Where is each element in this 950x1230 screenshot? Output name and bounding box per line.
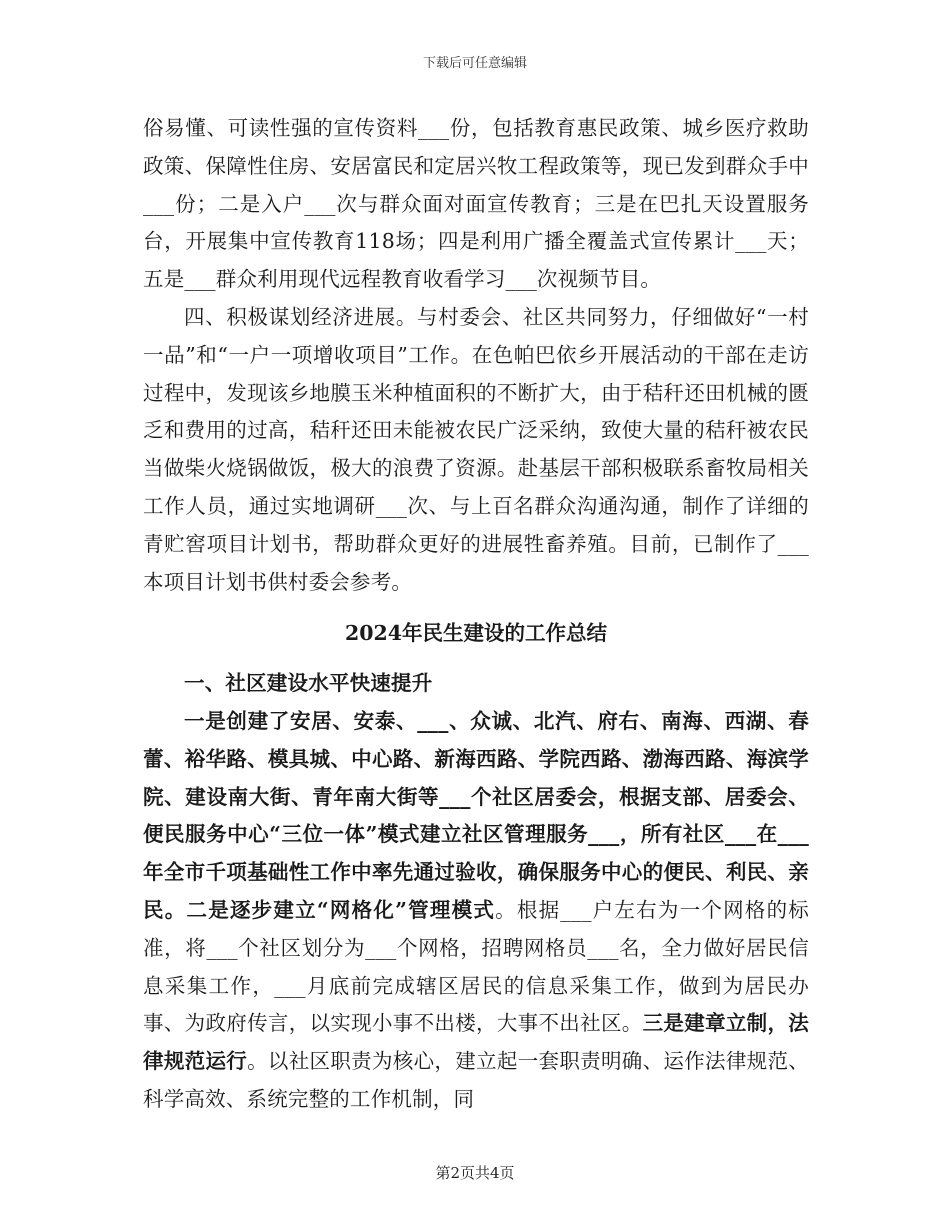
paragraph-3-bold-2: 三是建章立制，法律规范运行 (143, 1011, 809, 1074)
paragraph-3-text-1: 。根据___户左右为一个网格的标准，将___个社区划分为___个网格，招聘网格员___名，全力做好居民信息采集工作，___月底前完成辖区居民的信息采集工作，做到为居民办事、为政府传言，以实现小事不出楼，大事不出社区。 (143, 897, 810, 1036)
paragraph-3 (143, 703, 809, 1119)
paragraph-3-bold-lead: 一是创建了安居、安泰、___、众诚、北汽、府右、南海、西湖、春蕾、裕华路、模具城、中心路、新海西路、学院西路、渤海西路、海滨学院、建设南大街、青年南大街等___个社区居委会，根据支部、居委会、便民服务中心“三位一体”模式建立社区管理服务___，所有社区___在___年全市千项基础性工作中率先通过验收，确保服务中心的便民、利民、亲民。二是逐步建立“网格化”管理模式 (143, 708, 809, 922)
document-title: 2024年民生建设的工作总结 (344, 621, 608, 646)
page-header-note: 下载后可任意编辑 (422, 56, 527, 71)
section-heading-1: 一、社区建设水平快速提升 (184, 671, 433, 696)
document-body (143, 110, 809, 1119)
paragraph-1: 俗易懂、可读性强的宣传资料___份，包括教育惠民政策、城乡医疗救助政策、保障性住房、安居富民和定居兴牧工程政策等，现已发到群众手中___份；二是入户___次与群众面对面宣传教育；三是在巴扎天设置服务台，开展集中宣传教育118场；四是利用广播全覆盖式宣传累计___天；五是___群众利用现代远程教育收看学习___次视频节目。 (143, 116, 809, 292)
paragraph-2: 四、积极谋划经济进展。与村委会、社区共同努力，仔细做好“一村一品”和“一户一项增收项目”工作。在色帕巴依乡开展活动的干部在走访过程中，发现该乡地膜玉米种植面积的不断扩大，由于秸秆还田机械的匮乏和费用的过高，秸秆还田未能被农民广泛采纳，致使大量的秸秆被农民当做柴火烧锅做饭，极大的浪费了资源。赴基层干部积极联系畜牧局相关工作人员，通过实地调研___次、与上百名群众沟通沟通，制作了详细的青贮窖项目计划书，帮助群众更好的进展牲畜养殖。目前，已制作了___本项目计划书供村委会参考。 (143, 304, 809, 594)
paragraph-3-text-2: 。以社区职责为核心，建立起一套职责明确、运作法律规范、科学高效、系统完整的工作机制，同 (143, 1049, 810, 1111)
page-footer: 第2页共4页 (435, 1164, 515, 1182)
